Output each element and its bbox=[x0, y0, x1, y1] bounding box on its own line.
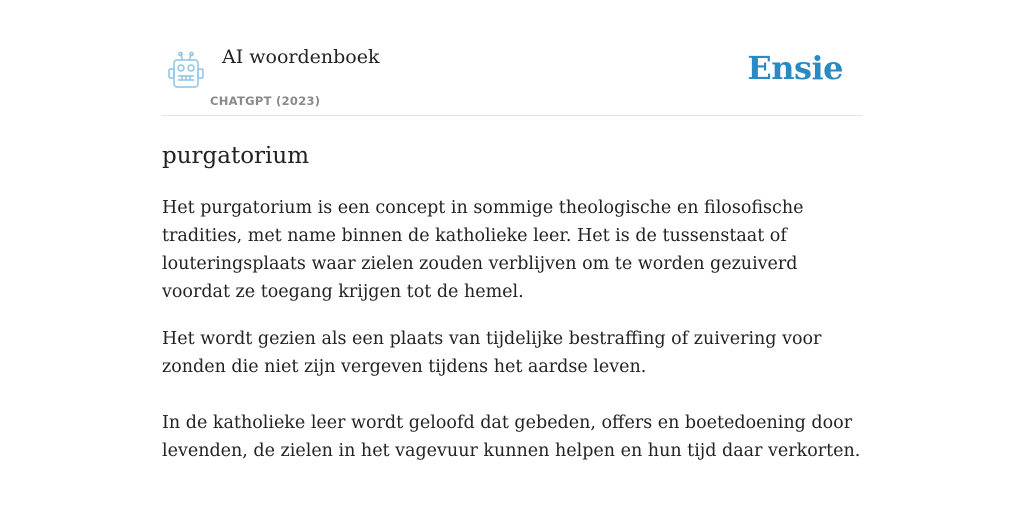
entry-page bbox=[162, 0, 862, 465]
definition-paragraph: Het wordt gezien als een plaats van tijdelijke bestraffing of zuivering voor zonden die niet zijn vergeven tijdens het aardse leven. bbox=[162, 329, 822, 377]
definition-paragraph: Het purgatorium is een concept in sommige theologische en filosofische tradities, met name binnen de katholieke leer. Het is de tussenstaat of louteringsplaats waar zielen zouden verblijven om te worden gezuiverd voordat ze toegang krijgen tot de hemel. bbox=[162, 198, 804, 302]
source-label: CHATGPT (2023) bbox=[210, 94, 321, 108]
dictionary-header bbox=[162, 0, 862, 116]
ensie-logo-link[interactable]: Ensie bbox=[747, 49, 843, 87]
robot-icon bbox=[166, 51, 206, 89]
dictionary-title-link[interactable]: AI woordenboek bbox=[222, 46, 380, 68]
definition-paragraph: In de katholieke leer wordt geloofd dat gebeden, offers en boetedoening door levenden, de zielen in het vagevuur kunnen helpen en hun tijd daar verkorten. bbox=[162, 413, 861, 461]
entry-term: purgatorium bbox=[162, 143, 310, 169]
